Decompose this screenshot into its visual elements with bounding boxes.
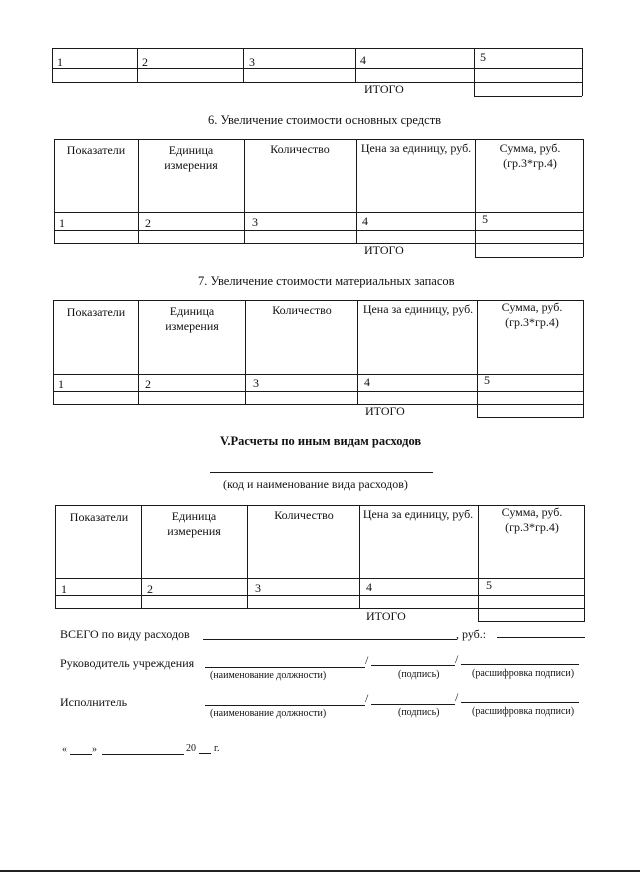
slash: / — [455, 652, 459, 666]
header-unit-price: Цена за единицу, руб. — [362, 302, 474, 316]
col-number-2: 2 — [147, 582, 153, 596]
total-by-expense-label: ВСЕГО по виду расходов — [60, 627, 190, 641]
col-number-5: 5 — [486, 578, 492, 592]
executor-decode-line[interactable] — [461, 702, 579, 703]
total-by-expense-line[interactable] — [203, 639, 457, 640]
header-indicators: Показатели — [69, 510, 129, 524]
col-number-5: 5 — [484, 373, 490, 387]
col-number-2: 2 — [145, 377, 151, 391]
total-label: ИТОГО — [364, 82, 404, 96]
date-close-quote: » — [92, 744, 97, 755]
header-sum: Сумма, руб. (гр.3*гр.4) — [501, 505, 563, 534]
executor-position-line[interactable] — [205, 705, 365, 706]
col-number-4: 4 — [362, 214, 368, 228]
rub-label: , руб.: — [456, 627, 487, 641]
header-quantity: Количество — [274, 508, 334, 522]
header-unit-price: Цена за единицу, руб. — [360, 141, 472, 155]
col-number-2: 2 — [145, 216, 151, 230]
section-7-title: 7. Увеличение стоимости материальных запасов — [198, 274, 455, 288]
page-bottom-edge — [0, 870, 640, 872]
head-position-line[interactable] — [205, 667, 365, 668]
section-6-title: 6. Увеличение стоимости основных средств — [208, 113, 442, 127]
col-number-5: 5 — [482, 212, 488, 226]
header-quantity: Количество — [270, 142, 330, 156]
col-number-1: 1 — [61, 582, 67, 596]
col-number-5: 5 — [480, 50, 486, 64]
total-label: ИТОГО — [366, 609, 406, 623]
col-number-4: 4 — [366, 580, 372, 594]
col-number-1: 1 — [59, 216, 65, 230]
head-signature-line[interactable] — [371, 665, 455, 666]
col-number-1: 1 — [57, 55, 63, 69]
executor-label: Исполнитель — [60, 695, 128, 709]
slash: / — [365, 653, 369, 667]
header-unit: Единица измерения — [167, 509, 221, 538]
col-number-4: 4 — [360, 53, 366, 67]
col-number-4: 4 — [364, 375, 370, 389]
header-unit: Единица измерения — [165, 304, 219, 333]
header-sum: Сумма, руб. (гр.3*гр.4) — [499, 141, 561, 170]
header-unit: Единица измерения — [164, 143, 218, 172]
col-number-3: 3 — [255, 581, 261, 595]
header-indicators: Показатели — [66, 143, 126, 157]
caption-decode: (расшифровка подписи) — [472, 668, 575, 679]
caption-position: (наименование должности) — [210, 670, 327, 681]
header-indicators: Показатели — [66, 305, 126, 319]
slash: / — [455, 690, 459, 704]
expense-code-caption: (код и наименование вида расходов) — [223, 477, 408, 491]
col-number-3: 3 — [249, 55, 255, 69]
date-year-line[interactable] — [199, 753, 211, 754]
slash: / — [365, 691, 369, 705]
head-decode-line[interactable] — [461, 664, 579, 665]
total-label: ИТОГО — [365, 404, 405, 418]
col-number-2: 2 — [142, 55, 148, 69]
caption-signature: (подпись) — [398, 669, 440, 680]
header-sum: Сумма, руб. (гр.3*гр.4) — [501, 300, 563, 329]
year-suffix: г. — [214, 743, 220, 754]
col-number-3: 3 — [252, 215, 258, 229]
year-prefix: 20 — [186, 743, 196, 754]
expense-code-line — [210, 472, 433, 473]
head-label: Руководитель учреждения — [60, 656, 195, 670]
caption-position: (наименование должности) — [210, 708, 327, 719]
executor-signature-line[interactable] — [371, 704, 455, 705]
col-number-1: 1 — [58, 377, 64, 391]
caption-signature: (подпись) — [398, 707, 440, 718]
date-month-line[interactable] — [102, 754, 184, 755]
section-v-title: V.Расчеты по иным видам расходов — [220, 434, 422, 448]
header-quantity: Количество — [272, 303, 332, 317]
total-label: ИТОГО — [364, 243, 404, 257]
col-number-3: 3 — [253, 376, 259, 390]
caption-decode: (расшифровка подписи) — [472, 706, 575, 717]
header-unit-price: Цена за единицу, руб. — [362, 507, 474, 521]
date-day-line[interactable] — [70, 754, 92, 755]
date-open-quote: « — [62, 744, 67, 755]
rub-amount-line[interactable] — [497, 637, 585, 638]
